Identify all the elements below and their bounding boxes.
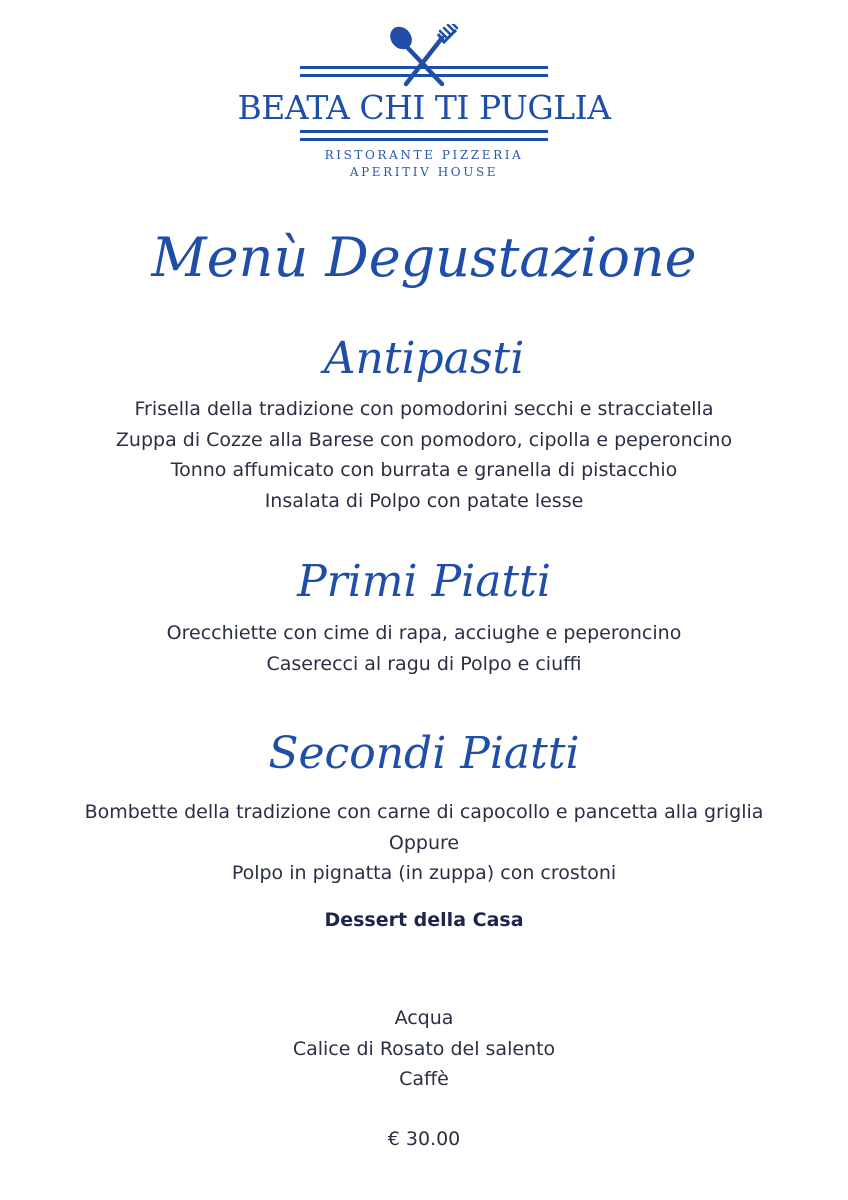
menu-item: Zuppa di Cozze alla Barese con pomodoro, cipolla e peperoncino [115,428,733,451]
dessert-label: Dessert della Casa [324,909,524,931]
antipasti-heading: Antipasti [323,333,525,384]
drink-item: Acqua [394,1007,454,1029]
secondi-heading: Secondi Piatti [268,728,580,779]
secondi-list [0,797,848,889]
restaurant-logo [0,20,848,190]
logo-rule-top-2 [300,74,548,77]
menu-item: Polpo in pignatta (in zuppa) con crostoni [231,862,617,884]
drink-item: Calice di Rosato del salento [292,1037,556,1060]
menu-item-or: Oppure [388,831,460,854]
menu-item: Caserecci al ragu di Polpo e ciuffi [266,652,582,675]
drink-item: Caffè [399,1068,449,1090]
menu-title: Menù Degustazione [151,226,697,289]
crossed-spoon-fork-icon [384,24,464,88]
logo-rule-bottom-1 [300,130,548,133]
restaurant-name: BEATA CHI TI PUGLIA [237,88,611,127]
primi-list [0,618,848,679]
drinks-list [0,1003,848,1095]
logo-rule-bottom-2 [300,138,548,141]
primi-heading: Primi Piatti [297,556,551,607]
menu-item: Frisella della tradizione con pomodorini secchi e stracciatella [134,398,714,420]
menu-item: Insalata di Polpo con patate lesse [264,489,584,512]
restaurant-subtitle-1: RISTORANTE PIZZERIA [324,148,524,162]
menu-price: € 30.00 [387,1128,461,1150]
restaurant-subtitle-2: APERITIV HOUSE [349,165,499,179]
menu-item: Orecchiette con cime di rapa, acciughe e peperoncino [166,622,682,644]
antipasti-list [0,394,848,516]
menu-item: Bombette della tradizione con carne di capocollo e pancetta alla griglia [84,801,764,823]
logo-rule-top-1 [300,66,548,69]
menu-item: Tonno affumicato con burrata e granella di pistacchio [170,459,678,481]
